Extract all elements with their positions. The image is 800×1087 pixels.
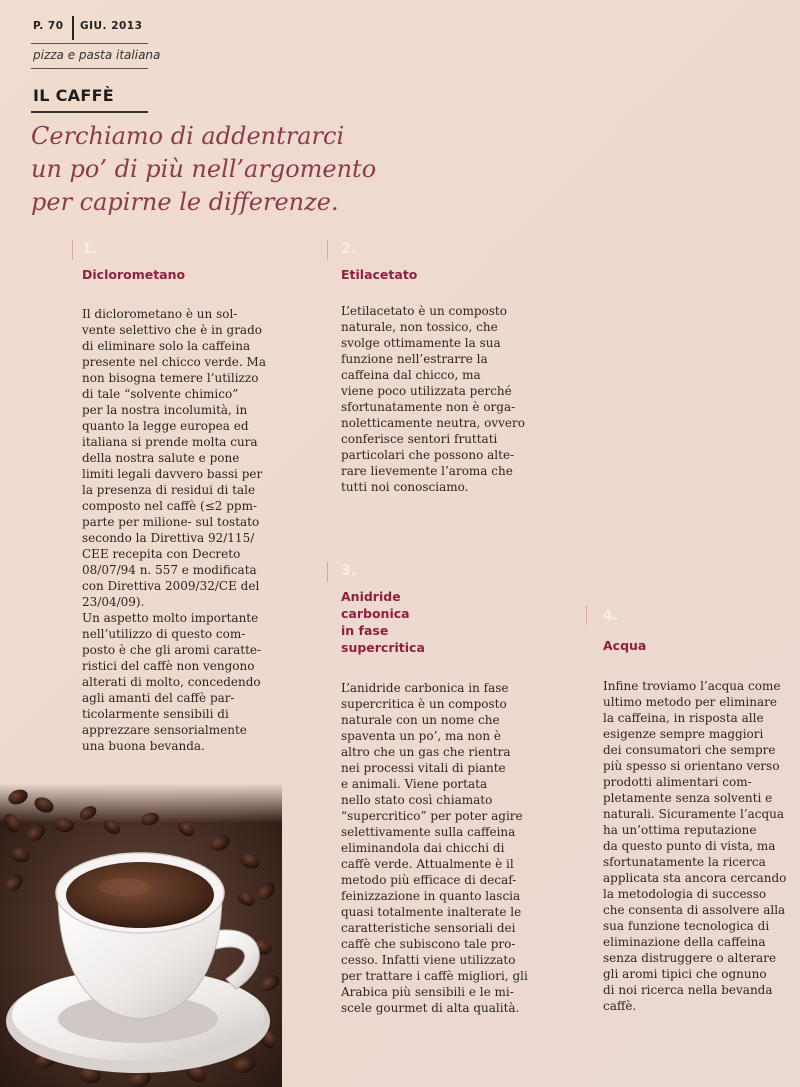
text-line: di eliminare solo la caffeina: [82, 339, 251, 353]
text-line: da questo punto di vista, ma: [603, 839, 776, 853]
text-line: viene poco utilizzata perché: [341, 384, 512, 398]
text-line: naturale, non tossico, che: [341, 320, 498, 334]
intro-text: [31, 120, 431, 219]
text-line: posto è che gli aromi caratte-: [82, 643, 262, 657]
paragraph: [82, 610, 322, 754]
column-number: 1.: [82, 241, 98, 257]
text-line: 23/04/09).: [82, 595, 145, 609]
text-line: eliminazione della caffeina: [603, 935, 766, 949]
text-line: caffè verde. Attualmente è il: [341, 857, 514, 871]
text-line: Arabica più sensibili e le mi-: [341, 985, 514, 999]
column-title-line: Acqua: [603, 638, 647, 653]
text-line: quanto la legge europea ed: [82, 419, 249, 433]
column-3-rule: [327, 562, 328, 582]
text-line: naturali. Sicuramente l’acqua: [603, 807, 785, 821]
text-line: spaventa un po’, ma non è: [341, 729, 501, 743]
column-acqua: [603, 608, 800, 1014]
text-line: italiana si prende molta cura: [82, 435, 258, 449]
header-rule-middle: [31, 68, 148, 69]
column-anidride-carbonica: [341, 563, 586, 1016]
text-line: nei processi vitali di piante: [341, 761, 506, 775]
text-line: caffè.: [603, 999, 637, 1013]
paragraph: [341, 303, 581, 495]
text-line: funzione nell’estrarre la: [341, 352, 488, 366]
coffee-cup-photo: [0, 783, 282, 1087]
text-line: presente nel chicco verde. Ma: [82, 355, 266, 369]
text-line: una buona bevanda.: [82, 739, 205, 753]
text-line: di tale “solvente chimico”: [82, 387, 239, 401]
text-line: senza distruggere o alterare: [603, 951, 777, 965]
text-line: ristici del caffè non vengono: [82, 659, 255, 673]
paragraph: [603, 678, 800, 1014]
column-title-line: in fase: [341, 623, 389, 638]
column-title-line: carbonica: [341, 606, 410, 621]
text-line: agli amanti del caffè par-: [82, 691, 235, 705]
intro-line: un po’ di più nell’argomento: [31, 155, 377, 183]
paragraph: [341, 680, 586, 1016]
column-title: [341, 266, 581, 283]
text-line: selettivamente sulla caffeina: [341, 825, 516, 839]
text-line: caratteristiche sensoriali dei: [341, 921, 516, 935]
text-line: noletticamente neutra, ovvero: [341, 416, 525, 430]
text-line: supercritica è un composto: [341, 697, 507, 711]
text-line: sfortunatamente non è orga-: [341, 400, 516, 414]
text-line: quasi totalmente inalterate le: [341, 905, 522, 919]
text-line: non bisogna temere l’utilizzo: [82, 371, 259, 385]
text-line: feinizzazione in quanto lascia: [341, 889, 521, 903]
text-line: di noi ricerca nella bevanda: [603, 983, 773, 997]
column-number: 3.: [341, 563, 357, 579]
issue-date: GIU. 2013: [80, 20, 143, 32]
text-line: cesso. Infatti viene utilizzato: [341, 953, 516, 967]
text-line: sua funzione tecnologica di: [603, 919, 770, 933]
text-line: sfortunatamente la ricerca: [603, 855, 766, 869]
text-line: per la nostra incolumità, in: [82, 403, 248, 417]
text-line: più spesso si orientano verso: [603, 759, 780, 773]
text-line: nell’utilizzo di questo com-: [82, 627, 246, 641]
header-divider: [72, 16, 74, 40]
text-line: parte per milione- sul tostato: [82, 515, 260, 529]
text-line: la caffeina, in risposta alle: [603, 711, 764, 725]
text-line: metodo più efficace di decaf-: [341, 873, 517, 887]
column-number: 2.: [341, 241, 357, 257]
intro-line: Cerchiamo di addentrarci: [31, 122, 345, 150]
text-line: pletamente senza solventi e: [603, 791, 773, 805]
text-line: vente selettivo che è in grado: [82, 323, 262, 337]
text-line: applicata sta ancora cercando: [603, 871, 787, 885]
text-line: L’anidride carbonica in fase: [341, 681, 509, 695]
intro-line: per capirne le differenze.: [31, 188, 339, 216]
text-line: la presenza di residui di tale: [82, 483, 256, 497]
column-body: [341, 303, 581, 495]
text-line: dei consumatori che sempre: [603, 743, 776, 757]
column-etilacetato: [341, 241, 581, 495]
text-line: caffè che subiscono tale pro-: [341, 937, 516, 951]
section-rule: [31, 111, 148, 113]
text-line: conferisce sentori fruttati: [341, 432, 498, 446]
text-line: secondo la Direttiva 92/115/: [82, 531, 255, 545]
magazine-name: pizza e pasta italiana: [33, 48, 161, 62]
text-line: ha un’ottima reputazione: [603, 823, 757, 837]
text-line: altro che un gas che rientra: [341, 745, 511, 759]
column-body: [341, 680, 586, 1016]
text-line: eliminandola dai chicchi di: [341, 841, 505, 855]
text-line: composto nel caffè (≤2 ppm-: [82, 499, 258, 513]
column-title-line: supercritica: [341, 640, 425, 655]
text-line: apprezzare sensorialmente: [82, 723, 247, 737]
text-line: e animali. Viene portata: [341, 777, 488, 791]
column-number: 4.: [603, 608, 619, 624]
column-2-rule: [327, 240, 328, 260]
column-title: [82, 266, 322, 283]
text-line: Il diclorometano è un sol-: [82, 307, 238, 321]
page-number: P. 70: [33, 20, 64, 32]
text-line: ultimo metodo per eliminare: [603, 695, 777, 709]
column-title-line: Etilacetato: [341, 267, 418, 282]
text-line: svolge ottimamente la sua: [341, 336, 501, 350]
column-title: [341, 588, 586, 656]
text-line: limiti legali davvero bassi per: [82, 467, 263, 481]
column-title: [603, 637, 800, 654]
text-line: rare lievemente l’aroma che: [341, 464, 513, 478]
text-line: 08/07/94 n. 557 e modificata: [82, 563, 257, 577]
text-line: che consenta di assolvere alla: [603, 903, 786, 917]
text-line: CEE recepita con Decreto: [82, 547, 241, 561]
text-line: alterati di molto, concedendo: [82, 675, 261, 689]
text-line: particolari che possono alte-: [341, 448, 515, 462]
text-line: naturale con un nome che: [341, 713, 500, 727]
text-line: L’etilacetato è un composto: [341, 304, 507, 318]
text-line: per trattare i caffè migliori, gli: [341, 969, 528, 983]
text-line: scele gourmet di alta qualità.: [341, 1001, 520, 1015]
column-diclorometano: [82, 241, 322, 754]
text-line: la metodologia di successo: [603, 887, 767, 901]
text-line: Un aspetto molto importante: [82, 611, 259, 625]
text-line: della nostra salute e pone: [82, 451, 240, 465]
text-line: “supercritico” per poter agire: [341, 809, 523, 823]
column-1-rule: [72, 240, 73, 260]
text-line: gli aromi tipici che ognuno: [603, 967, 767, 981]
paragraph: [82, 306, 322, 610]
text-line: con Direttiva 2009/32/CE del: [82, 579, 260, 593]
column-body: [82, 306, 322, 754]
text-line: ticolarmente sensibili di: [82, 707, 229, 721]
column-title-line: Anidride: [341, 589, 401, 604]
text-line: caffeina dal chicco, ma: [341, 368, 481, 382]
text-line: prodotti alimentari com-: [603, 775, 752, 789]
coffee-cup-illustration: [0, 783, 282, 1087]
column-title-line: Diclorometano: [82, 267, 186, 282]
column-body: [603, 678, 800, 1014]
text-line: esigenze sempre maggiori: [603, 727, 764, 741]
header-rule-top: [31, 43, 148, 44]
text-line: Infine troviamo l’acqua come: [603, 679, 781, 693]
text-line: tutti noi conosciamo.: [341, 480, 469, 494]
section-title: IL CAFFÈ: [33, 86, 115, 105]
text-line: nello stato così chiamato: [341, 793, 493, 807]
column-4-rule: [586, 605, 587, 625]
